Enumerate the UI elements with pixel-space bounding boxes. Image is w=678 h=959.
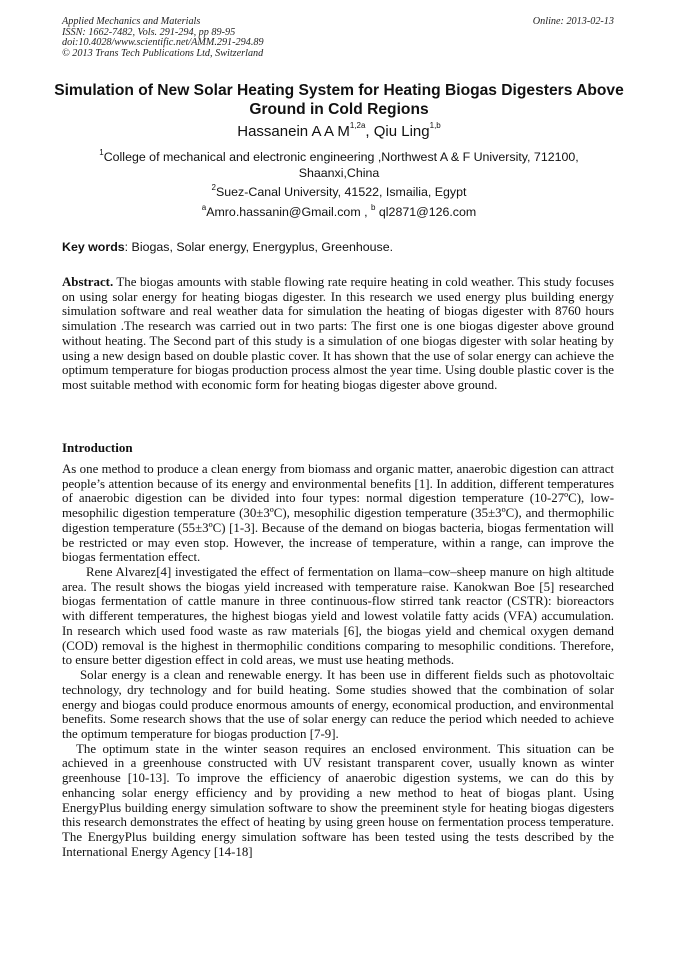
email-superscript: a <box>201 203 207 212</box>
paragraph: The optimum state in the winter season requires an enclosed environment. This situation can be achieved in a greenhouse constructed with UV resistant transparent cover, usually known as winter greenhouse [10-13]. To improve the efficiency of anaerobic digestion systems, we can do this by enhancing solar energy efficiency and by providing a new method to heat of biogas plant. Using EnergyPlus building energy simulation software to show the preeminent style for heating biogas digesters this research demonstrates the effect of heating by using green house on fermentation process temperature. The EnergyPlus building energy simulation software has been tested using the tests described by the International Energy Agency [14-18] <box>62 741 614 859</box>
paragraph: As one method to produce a clean energy from biomass and organic matter, anaerobic digestion can attract people’s attention because of its energy and environmental benefits [1]. In addition, different temperatures of anaerobic digestion can be divided into four types: normal digestion temperature (10-27ºC), low-mesophilic digestion temperature (30±3ºC), mesophilic digestion temperature (35±3ºC), and thermophilic digestion temperature (55±3ºC) [1-3]. Because of the demand on biogas bacteria, biogas fermentation will be restricted or may even stop. However, the increase of temperature, within a range, can improve the biogas fermentation effect. <box>62 462 614 565</box>
affiliation-superscript: 2 <box>211 183 216 192</box>
author-separator: , <box>365 123 374 140</box>
affiliation-text: College of mechanical and electronic engineering ,Northwest A & F University, 712100, Shaanxi,China <box>103 150 579 180</box>
online-date: Online: 2013-02-13 <box>532 16 614 27</box>
copyright-line: © 2013 Trans Tech Publications Ltd, Switzerland <box>62 47 264 59</box>
email-address: ql2871@126.com <box>378 205 477 219</box>
abstract-label: Abstract. <box>62 275 114 289</box>
journal-name: Applied Mechanics and Materials <box>62 16 201 27</box>
author-superscript: 1,b <box>429 121 441 130</box>
abstract <box>62 275 614 393</box>
introduction-body <box>62 462 614 859</box>
author-name: Qiu Ling <box>373 123 430 140</box>
section-heading: Introduction <box>62 440 133 455</box>
affiliation <box>70 150 608 181</box>
affiliation-superscript: 1 <box>99 148 104 157</box>
author-superscript: 1,2a <box>349 121 366 130</box>
keywords-label: Key words <box>62 240 125 254</box>
paper-title: Simulation of New Solar Heating System for Heating Biogas Digesters Above Ground in Cold Regions <box>54 82 624 118</box>
doi-line: doi:10.4028/www.scientific.net/AMM.291-294.89 <box>62 37 264 49</box>
email-line <box>70 205 608 221</box>
email-address: Amro.hassanin@Gmail.com , <box>206 205 368 219</box>
keywords-text: : Biogas, Solar energy, Energyplus, Greenhouse. <box>124 240 394 254</box>
author-line <box>40 123 638 141</box>
keywords <box>62 240 614 255</box>
affiliation-text: Suez-Canal University, 41522, Ismailia, Egypt <box>216 185 467 199</box>
paragraph: Rene Alvarez[4] investigated the effect of fermentation on llama–cow–sheep manure on high altitude area. The result shows the biogas yield increased with temperature raise. Kanokwan Boe [5] researched biogas fermentation of cattle manure in three continuous-flow stirred tank reactor (CSTR): bioreactors with different temperatures, the highest biogas yield and lowest volatile fatty acids (VFA) accumulation. In research which used food waste as raw materials [6], the biogas yield and chemical oxygen demand (COD) removal is the highest in thermophilic conditions comparing to mesophilic conditions. Therefore, to ensure better digestion effect in cold areas, we must use heating methods. <box>62 565 614 668</box>
journal-header <box>62 17 614 59</box>
affiliation <box>70 185 608 201</box>
issn-line: ISSN: 1662-7482, Vols. 291-294, pp 89-95 <box>62 26 236 38</box>
abstract-text: The biogas amounts with stable flowing rate require heating in cold weather. This study focuses on using solar energy for heating biogas digester. In this research we used energy plus building energy simulation software and real weather data for simulation the heating of biogas digester with 8760 hours simulation .The research was carried out in two parts: The first one is one biogas digester above ground without heating. The Second part of this study is a simulation of one biogas digester with solar heating by using a new design based on double plastic cover. It has shown that the use of solar energy can achieve the optimum temperature for biogas production process almost the year time. Using double plastic cover is the most suitable method with economic form for heating biogas digester above ground. <box>62 275 614 393</box>
paragraph: Solar energy is a clean and renewable energy. It has been use in different fields such as photovoltaic technology, dry technology and for build heating. Some studies showed that the combination of solar energy and biogas could produce enormous amounts of energy, economical production, and environmental benefits. Some research shows that the use of solar energy can reduce the period which needed to achieve the optimum temperature for biogas production [7-9]. <box>62 668 614 741</box>
author-name: Hassanein A A M <box>237 123 350 140</box>
email-superscript: b <box>371 203 376 212</box>
